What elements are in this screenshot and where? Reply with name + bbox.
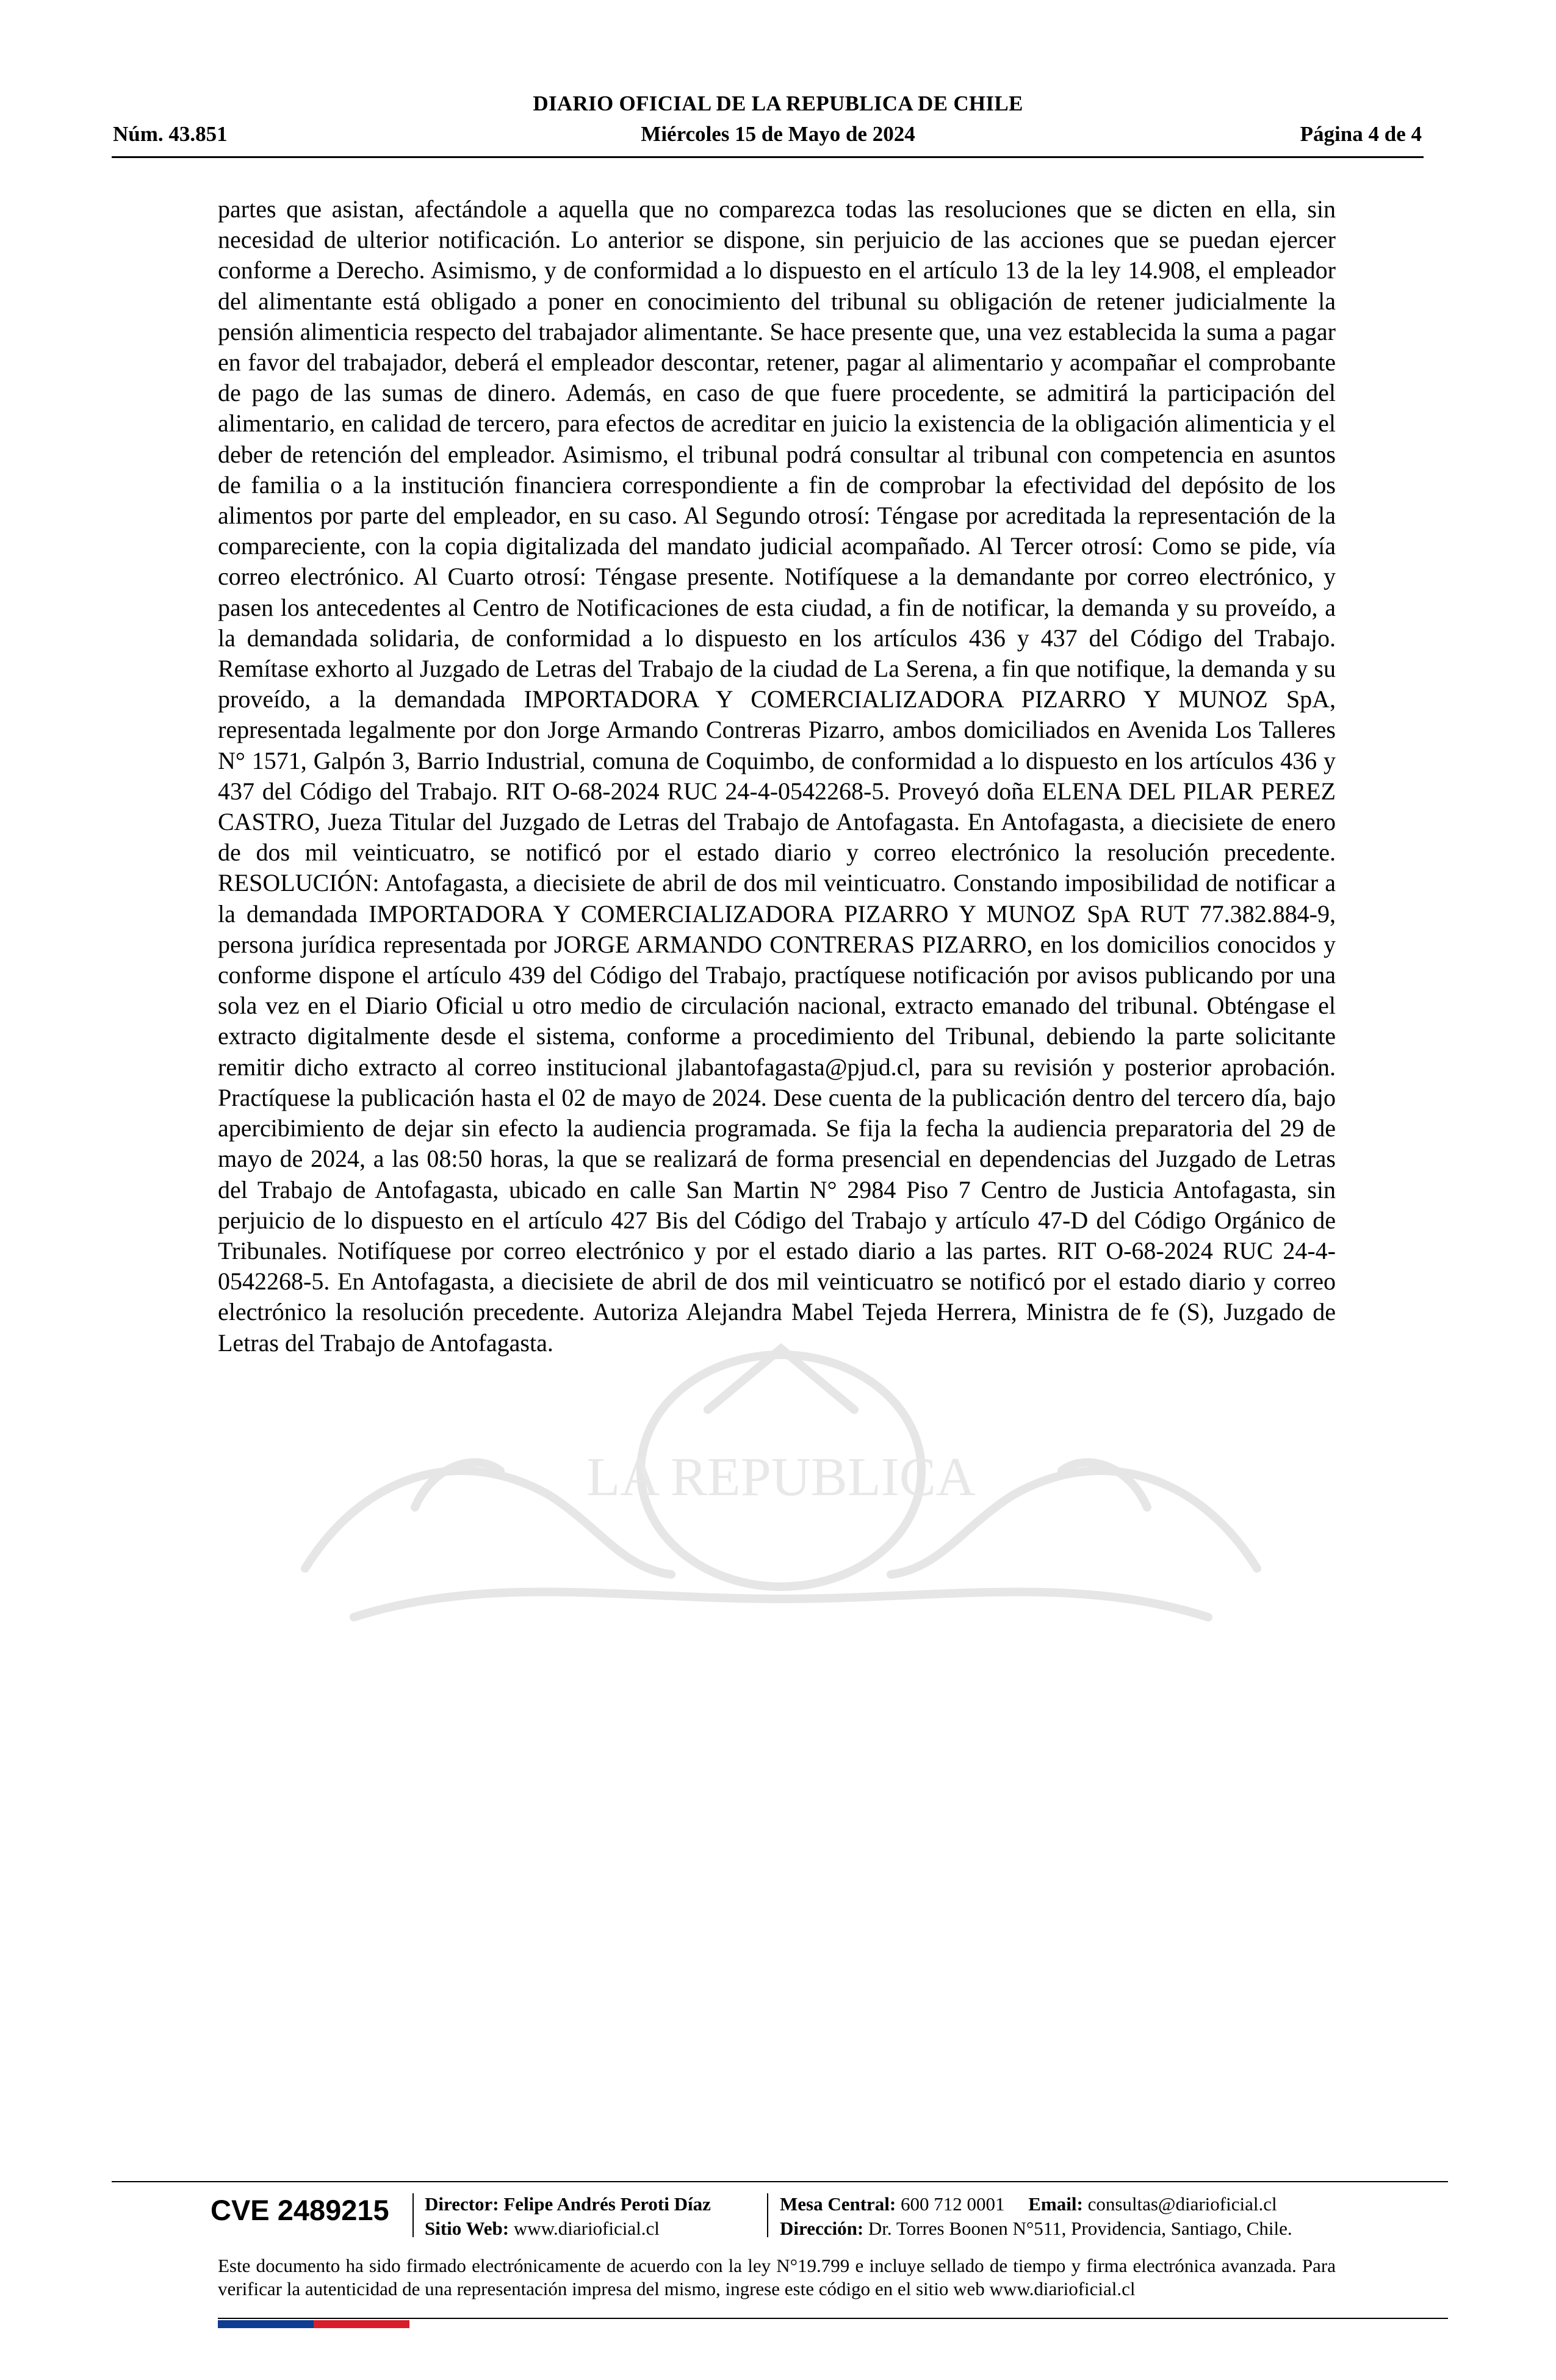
footer-contact-block: [780, 2192, 1292, 2241]
cve-code: CVE 2489215: [211, 2194, 389, 2226]
director-label: Director:: [425, 2193, 499, 2215]
address-value: Dr. Torres Boonen N°511, Providencia, Santiago, Chile.: [868, 2218, 1292, 2239]
footer-divider: [112, 2181, 1448, 2182]
director-name: Felipe Andrés Peroti Díaz: [503, 2193, 711, 2215]
footer-separator: [412, 2193, 414, 2237]
site-label: Sitio Web:: [425, 2218, 510, 2239]
header-divider: [112, 156, 1424, 158]
address-label: Dirección:: [780, 2218, 864, 2239]
email-label: Email:: [1028, 2193, 1083, 2215]
document-body: partes que asistan, afectándole a aquella que no comparezca todas las resoluciones que se dicten en ella, sin necesidad de ulterior notificación. Lo anterior se dispone, sin perjuicio de las acciones que se puedan ejercer conforme a Derecho. Asimismo, y de conformidad a lo dispuesto en el artículo 13 de la ley 14.908, el empleador del alimentante está obligado a poner en conocimiento del tribunal su obligación de retener judicialmente la pensión alimenticia respecto del trabajador alimentante. Se hace presente que, una vez establecida la suma a pagar en favor del trabajador, deberá el empleador descontar, retener, pagar al alimentario y acompañar el comprobante de pago de las sumas de dinero. Además, en caso de que fuere procedente, se admitirá la participación del alimentario, en calidad de tercero, para efectos de acreditar en juicio la existencia de la obligación alimenticia y el deber de retención del empleador. Asimismo, el tribunal podrá consultar al tribunal con competencia en asuntos de familia o a la institución financiera correspondiente a fin de comprobar la efectividad del depósito de los alimentos por parte del empleador, en su caso. Al Segundo otrosí: Téngase por acreditada la representación de la compareciente, con la copia digitalizada del mandato judicial acompañado. Al Tercer otrosí: Como se pide, vía correo electrónico. Al Cuarto otrosí: Téngase presente. Notifíquese a la demandante por correo electrónico, y pasen los antecedentes al Centro de Notificaciones de esta ciudad, a fin de notificar, la demanda y su proveído, a la demandada solidaria, de conformidad a lo dispuesto en los artículos 436 y 437 del Código del Trabajo. Remítase exhorto al Juzgado de Letras del Trabajo de la ciudad de La Serena, a fin que notifique, la demanda y su proveído, a la demandada IMPORTADORA Y COMERCIALIZADORA PIZARRO Y MUNOZ SpA, representada legalmente por don Jorge Armando Contreras Pizarro, ambos domiciliados en Avenida Los Talleres N° 1571, Galpón 3, Barrio Industrial, comuna de Coquimbo, de conformidad a lo dispuesto en los artículos 436 y 437 del Código del Trabajo. RIT O-68-2024 RUC 24-4-0542268-5. Proveyó doña ELENA DEL PILAR PEREZ CASTRO, Jueza Titular del Juzgado de Letras del Trabajo de Antofagasta. En Antofagasta, a diecisiete de enero de dos mil veinticuatro, se notificó por el estado diario y correo electrónico la resolución precedente. RESOLUCIÓN: Antofagasta, a diecisiete de abril de dos mil veinticuatro. Constando imposibilidad de notificar a la demandada IMPORTADORA Y COMERCIALIZADORA PIZARRO Y MUNOZ SpA RUT 77.382.884-9, persona jurídica representada por JORGE ARMANDO CONTRERAS PIZARRO, en los domicilios conocidos y conforme dispone el artículo 439 del Código del Trabajo, practíquese notificación por avisos publicando por una sola vez en el Diario Oficial u otro medio de circulación nacional, extracto emanado del tribunal. Obténgase el extracto digitalmente desde el sistema, conforme a procedimiento del Tribunal, debiendo la parte solicitante remitir dicho extracto al correo institucional jlabantofagasta@pjud.cl, para su revisión y posterior aprobación. Practíquese la publicación hasta el 02 de mayo de 2024. Dese cuenta de la publicación dentro del tercero día, bajo apercibimiento de dejar sin efecto la audiencia programada. Se fija la fecha la audiencia preparatoria del 29 de mayo de 2024, a las 08:50 horas, la que se realizará de forma presencial en dependencias del Juzgado de Letras del Trabajo de Antofagasta, ubicado en calle San Martin N° 2984 Piso 7 Centro de Justicia Antofagasta, sin perjuicio de lo dispuesto en el artículo 427 Bis del Código del Trabajo y artículo 47-D del Código Orgánico de Tribunales. Notifíquese por correo electrónico y por el estado diario a las partes. RIT O-68-2024 RUC 24-4-0542268-5. En Antofagasta, a diecisiete de abril de dos mil veinticuatro se notificó por el estado diario y correo electrónico la resolución precedente. Autoriza Alejandra Mabel Tejeda Herrera, Ministra de fe (S), Juzgado de Letras del Trabajo de Antofagasta.: [218, 195, 1336, 1357]
footer-director-block: [425, 2192, 711, 2241]
publication-title: DIARIO OFICIAL DE LA REPUBLICA DE CHILE: [533, 92, 1023, 115]
page-indicator: Página 4 de 4: [1300, 122, 1422, 146]
issue-date: Miércoles 15 de Mayo de 2024: [641, 122, 915, 146]
footer-bottom-divider: [218, 2318, 1448, 2319]
watermark-text: LA REPUBLICA: [586, 1447, 976, 1507]
mesa-label: Mesa Central:: [780, 2193, 896, 2215]
mesa-phone: 600 712 0001: [901, 2193, 1005, 2215]
email-link[interactable]: consultas@diarioficial.cl: [1087, 2193, 1277, 2215]
coat-of-arms-watermark: [232, 1312, 1330, 1654]
footer-separator: [767, 2193, 768, 2237]
issue-number: Núm. 43.851: [113, 122, 228, 146]
signature-note: Este documento ha sido firmado electrónicamente de acuerdo con la ley N°19.799 e incluye sellado de tiempo y firma electrónica avanzada. Para verificar la autenticidad de una representación impresa del mismo, ingrese este código en el sitio web www.diarioficial.cl: [218, 2255, 1336, 2299]
flag-stripe-blue: [218, 2320, 314, 2328]
site-link[interactable]: www.diarioficial.cl: [513, 2218, 660, 2239]
flag-stripe-red: [314, 2320, 409, 2328]
